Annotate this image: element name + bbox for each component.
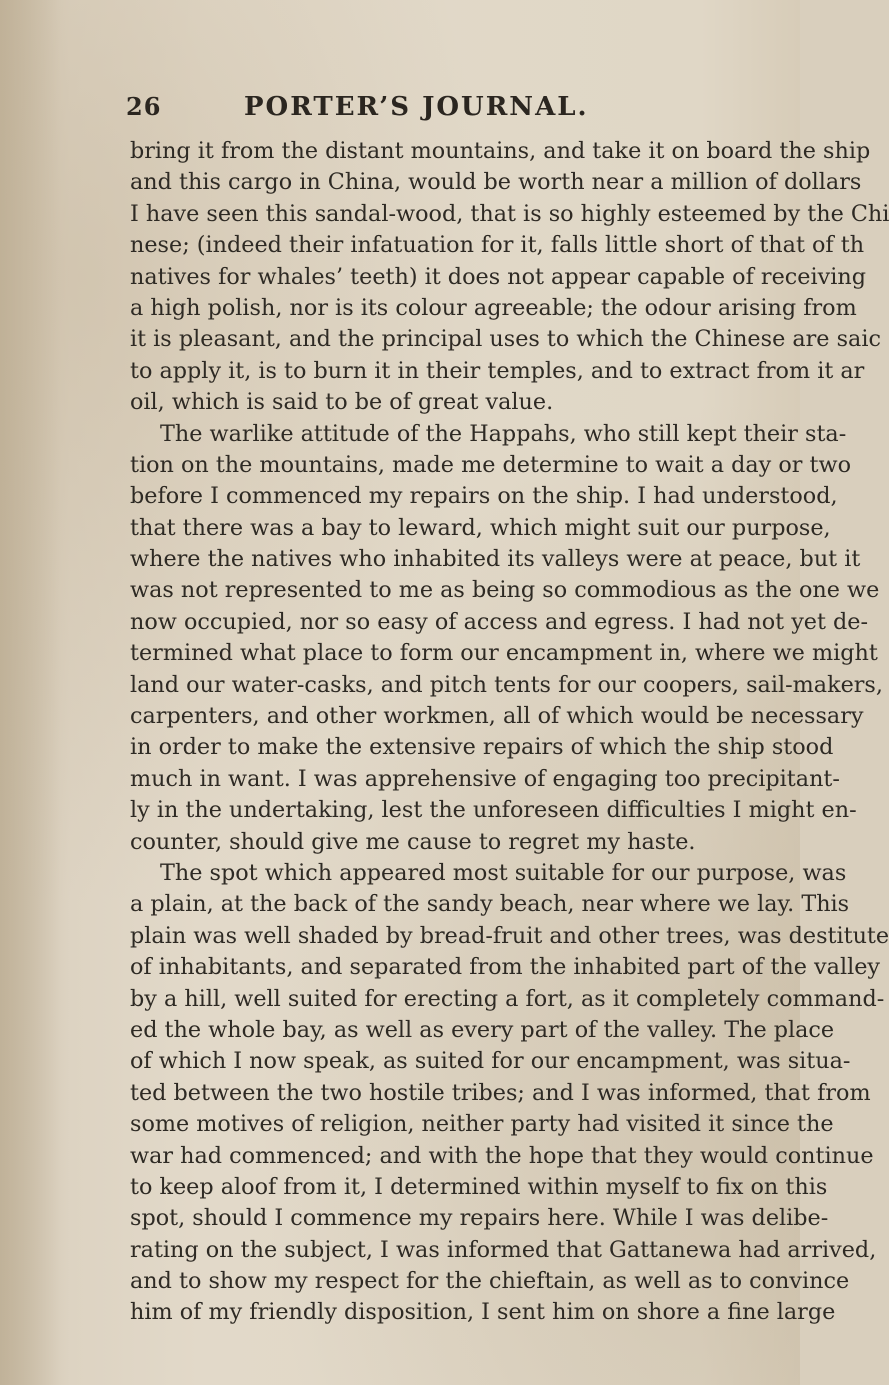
text-line: a plain, at the back of the sandy beach, near where we lay. This [130, 891, 850, 918]
text-line: plain was well shaded by bread-fruit and other trees, was destitute [130, 922, 889, 949]
page-header [126, 92, 766, 132]
text-line: in order to make the extensive repairs of which the ship stood [130, 734, 834, 761]
text-line: land our water-casks, and pitch tents for our coopers, sail-makers, [130, 671, 883, 698]
text-line: now occupied, nor so easy of access and egress. I had not yet de- [130, 608, 869, 635]
page-gutter-shadow [0, 0, 60, 1385]
text-line: to apply it, is to burn it in their temples, and to extract from it ar [130, 357, 865, 384]
text-line: termined what place to form our encampment in, where we might [130, 640, 878, 667]
text-line: natives for whales’ teeth) it does not appear capable of receiving [130, 263, 866, 290]
text-line: was not represented to me as being so commodious as the one we [130, 577, 880, 604]
text-line: ly in the undertaking, lest the unforeseen difficulties I might en- [130, 797, 857, 824]
text-line: counter, should give me cause to regret my haste. [130, 828, 696, 855]
text-line: him of my friendly disposition, I sent him on shore a fine large [130, 1299, 836, 1326]
body-text [130, 136, 889, 1329]
text-line: rating on the subject, I was informed that Gattanewa had arrived, [130, 1236, 877, 1263]
text-line: of inhabitants, and separated from the inhabited part of the valley [130, 954, 881, 981]
text-line: that there was a bay to leward, which might suit our purpose, [130, 514, 831, 541]
text-line: oil, which is said to be of great value. [130, 389, 554, 416]
text-line: carpenters, and other workmen, all of which would be necessary [130, 703, 864, 730]
text-line: before I commenced my repairs on the ship. I had understood, [130, 483, 838, 510]
text-line: it is pleasant, and the principal uses to which the Chinese are saic [130, 326, 881, 353]
paragraph-start: The warlike attitude of the Happahs, who still kept their sta- [160, 420, 847, 447]
text-line: where the natives who inhabited its valleys were at peace, but it [130, 546, 861, 573]
text-line: war had commenced; and with the hope that they would continue [130, 1142, 874, 1169]
page-number: 26 [126, 92, 162, 121]
text-line: ed the whole bay, as well as every part of the valley. The place [130, 1016, 835, 1043]
text-line: and to show my respect for the chieftain, as well as to convince [130, 1268, 850, 1295]
text-line: I have seen this sandal-wood, that is so highly esteemed by the Chi [130, 200, 889, 227]
text-line: spot, should I commence my repairs here. While I was delibe- [130, 1205, 829, 1232]
paragraph-start: The spot which appeared most suitable for our purpose, was [160, 859, 847, 886]
text-line: some motives of religion, neither party had visited it since the [130, 1111, 834, 1138]
running-title: PORTER’S JOURNAL. [244, 92, 589, 122]
text-line: bring it from the distant mountains, and take it on board the ship [130, 138, 871, 164]
text-line: nese; (indeed their infatuation for it, falls little short of that of th [130, 232, 865, 259]
text-line: ted between the two hostile tribes; and I was informed, that from [130, 1079, 871, 1106]
text-line: a high polish, nor is its colour agreeable; the odour arising from [130, 294, 857, 321]
text-line: much in want. I was apprehensive of engaging too precipitant- [130, 765, 840, 792]
text-line: by a hill, well suited for erecting a fort, as it completely command- [130, 985, 885, 1012]
text-line: to keep aloof from it, I determined within myself to fix on this [130, 1173, 828, 1200]
text-line: and this cargo in China, would be worth near a million of dollars [130, 169, 862, 196]
text-line: tion on the mountains, made me determine to wait a day or two [130, 451, 852, 478]
text-line: of which I now speak, as suited for our encampment, was situa- [130, 1048, 851, 1075]
